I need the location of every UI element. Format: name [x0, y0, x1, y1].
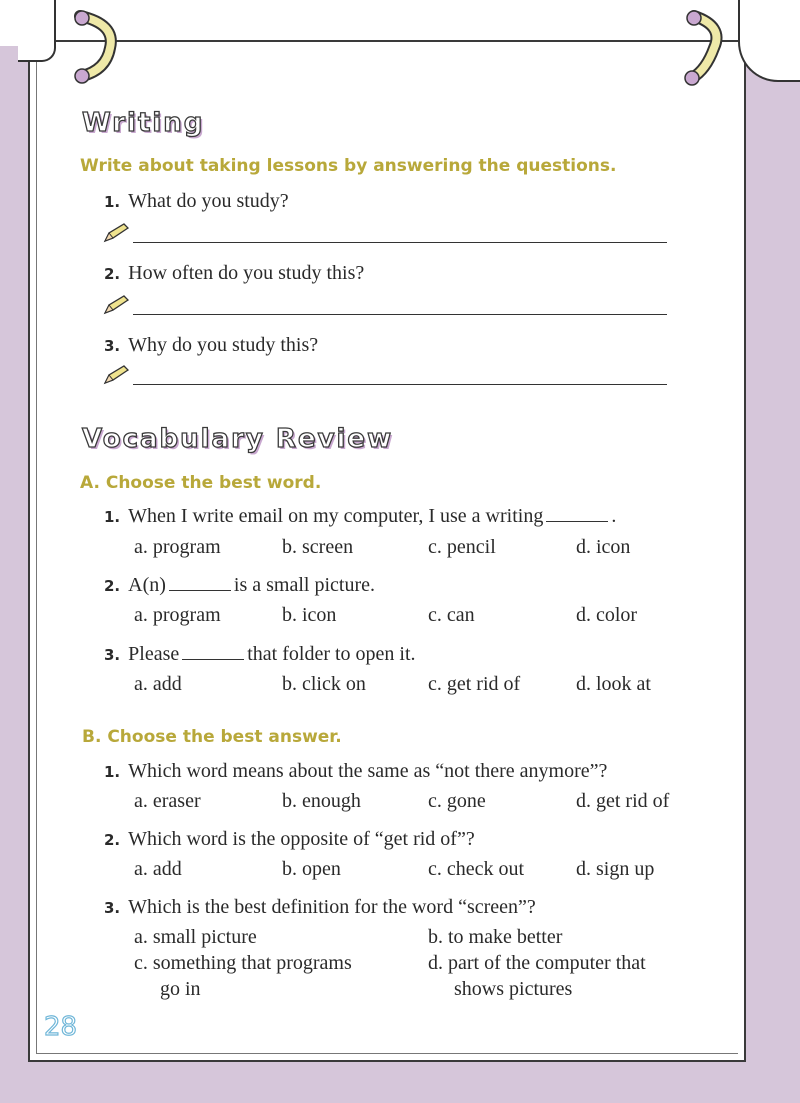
option-d[interactable]: d. part of the computer that [428, 952, 646, 974]
fill-blank[interactable] [182, 643, 244, 660]
option-a[interactable]: a. program [134, 604, 221, 626]
question-number: 3. [104, 337, 121, 355]
writing-question-2 [104, 262, 364, 285]
option-d[interactable]: d. color [576, 604, 638, 626]
option-c[interactable]: c. check out [428, 858, 525, 880]
option-c[interactable]: c. gone [428, 790, 486, 812]
binder-ring-right-icon [666, 4, 728, 88]
option-a[interactable]: a. program [134, 536, 221, 558]
part-a-question-3 [104, 643, 416, 666]
answer-line-3[interactable] [133, 384, 667, 385]
part-a-question-1 [104, 505, 616, 528]
question-text: A(n) [128, 574, 166, 596]
part-b-question-3 [104, 896, 536, 919]
question-number: 2. [104, 265, 121, 283]
option-b[interactable]: b. open [282, 858, 341, 880]
option-b[interactable]: b. icon [282, 604, 337, 626]
part-b-instruction: B. Choose the best answer. [82, 727, 342, 747]
question-text: Which word is the opposite of “get rid of”? [128, 828, 475, 850]
part-a-question-2 [104, 574, 375, 597]
writing-instruction: Write about taking lessons by answering the questions. [80, 156, 617, 176]
option-a[interactable]: a. add [134, 673, 182, 695]
option-a[interactable]: a. add [134, 858, 182, 880]
question-text: When I write email on my computer, I use a writing [128, 505, 544, 527]
page-corner-left [18, 0, 56, 62]
option-c[interactable]: c. something that programs [134, 952, 352, 974]
option-b[interactable]: b. enough [282, 790, 361, 812]
question-number: 3. [104, 899, 121, 917]
option-d[interactable]: d. icon [576, 536, 631, 558]
question-text: Why do you study this? [128, 334, 319, 356]
question-number: 1. [104, 508, 121, 526]
page-corner-right [738, 0, 800, 82]
option-c[interactable]: c. pencil [428, 536, 496, 558]
answer-line-1[interactable] [133, 242, 667, 243]
option-d[interactable]: d. look at [576, 673, 651, 695]
question-number: 2. [104, 577, 121, 595]
option-a[interactable]: a. eraser [134, 790, 201, 812]
option-c[interactable]: c. can [428, 604, 475, 626]
fill-blank[interactable] [546, 505, 608, 522]
option-d[interactable]: d. sign up [576, 858, 655, 880]
writing-title: Writing [82, 108, 205, 138]
writing-question-1 [104, 190, 289, 213]
question-text: Please [128, 643, 180, 665]
part-b-question-1 [104, 760, 607, 783]
fill-blank[interactable] [169, 574, 231, 591]
question-number: 3. [104, 646, 121, 664]
option-b[interactable]: b. to make better [428, 926, 563, 948]
option-c[interactable]: c. get rid of [428, 673, 521, 695]
option-d[interactable]: d. get rid of [576, 790, 670, 812]
binder-ring-left-icon [66, 4, 128, 88]
question-text: What do you study? [128, 190, 289, 212]
writing-question-3 [104, 334, 318, 357]
pencil-icon [102, 364, 130, 386]
option-b[interactable]: b. screen [282, 536, 354, 558]
page-number: 28 [44, 1012, 78, 1042]
option-d-continued[interactable]: shows pictures [454, 978, 573, 1000]
answer-line-2[interactable] [133, 314, 667, 315]
question-text-end: is a small picture. [233, 574, 375, 596]
question-number: 1. [104, 193, 121, 211]
option-a[interactable]: a. small picture [134, 926, 257, 948]
question-number: 1. [104, 763, 121, 781]
pencil-icon [102, 222, 130, 244]
pencil-icon [102, 294, 130, 316]
vocabulary-review-title: Vocabulary Review [82, 424, 394, 454]
option-b[interactable]: b. click on [282, 673, 366, 695]
part-a-instruction: A. Choose the best word. [80, 473, 322, 493]
question-text: How often do you study this? [128, 262, 365, 284]
part-b-question-2 [104, 828, 475, 851]
question-number: 2. [104, 831, 121, 849]
question-text: Which word means about the same as “not there anymore”? [128, 760, 608, 782]
question-text: Which is the best definition for the word “screen”? [128, 896, 536, 918]
question-text-end: . [611, 505, 617, 527]
option-c-continued[interactable]: go in [160, 978, 201, 1000]
question-text-end: that folder to open it. [247, 643, 416, 665]
